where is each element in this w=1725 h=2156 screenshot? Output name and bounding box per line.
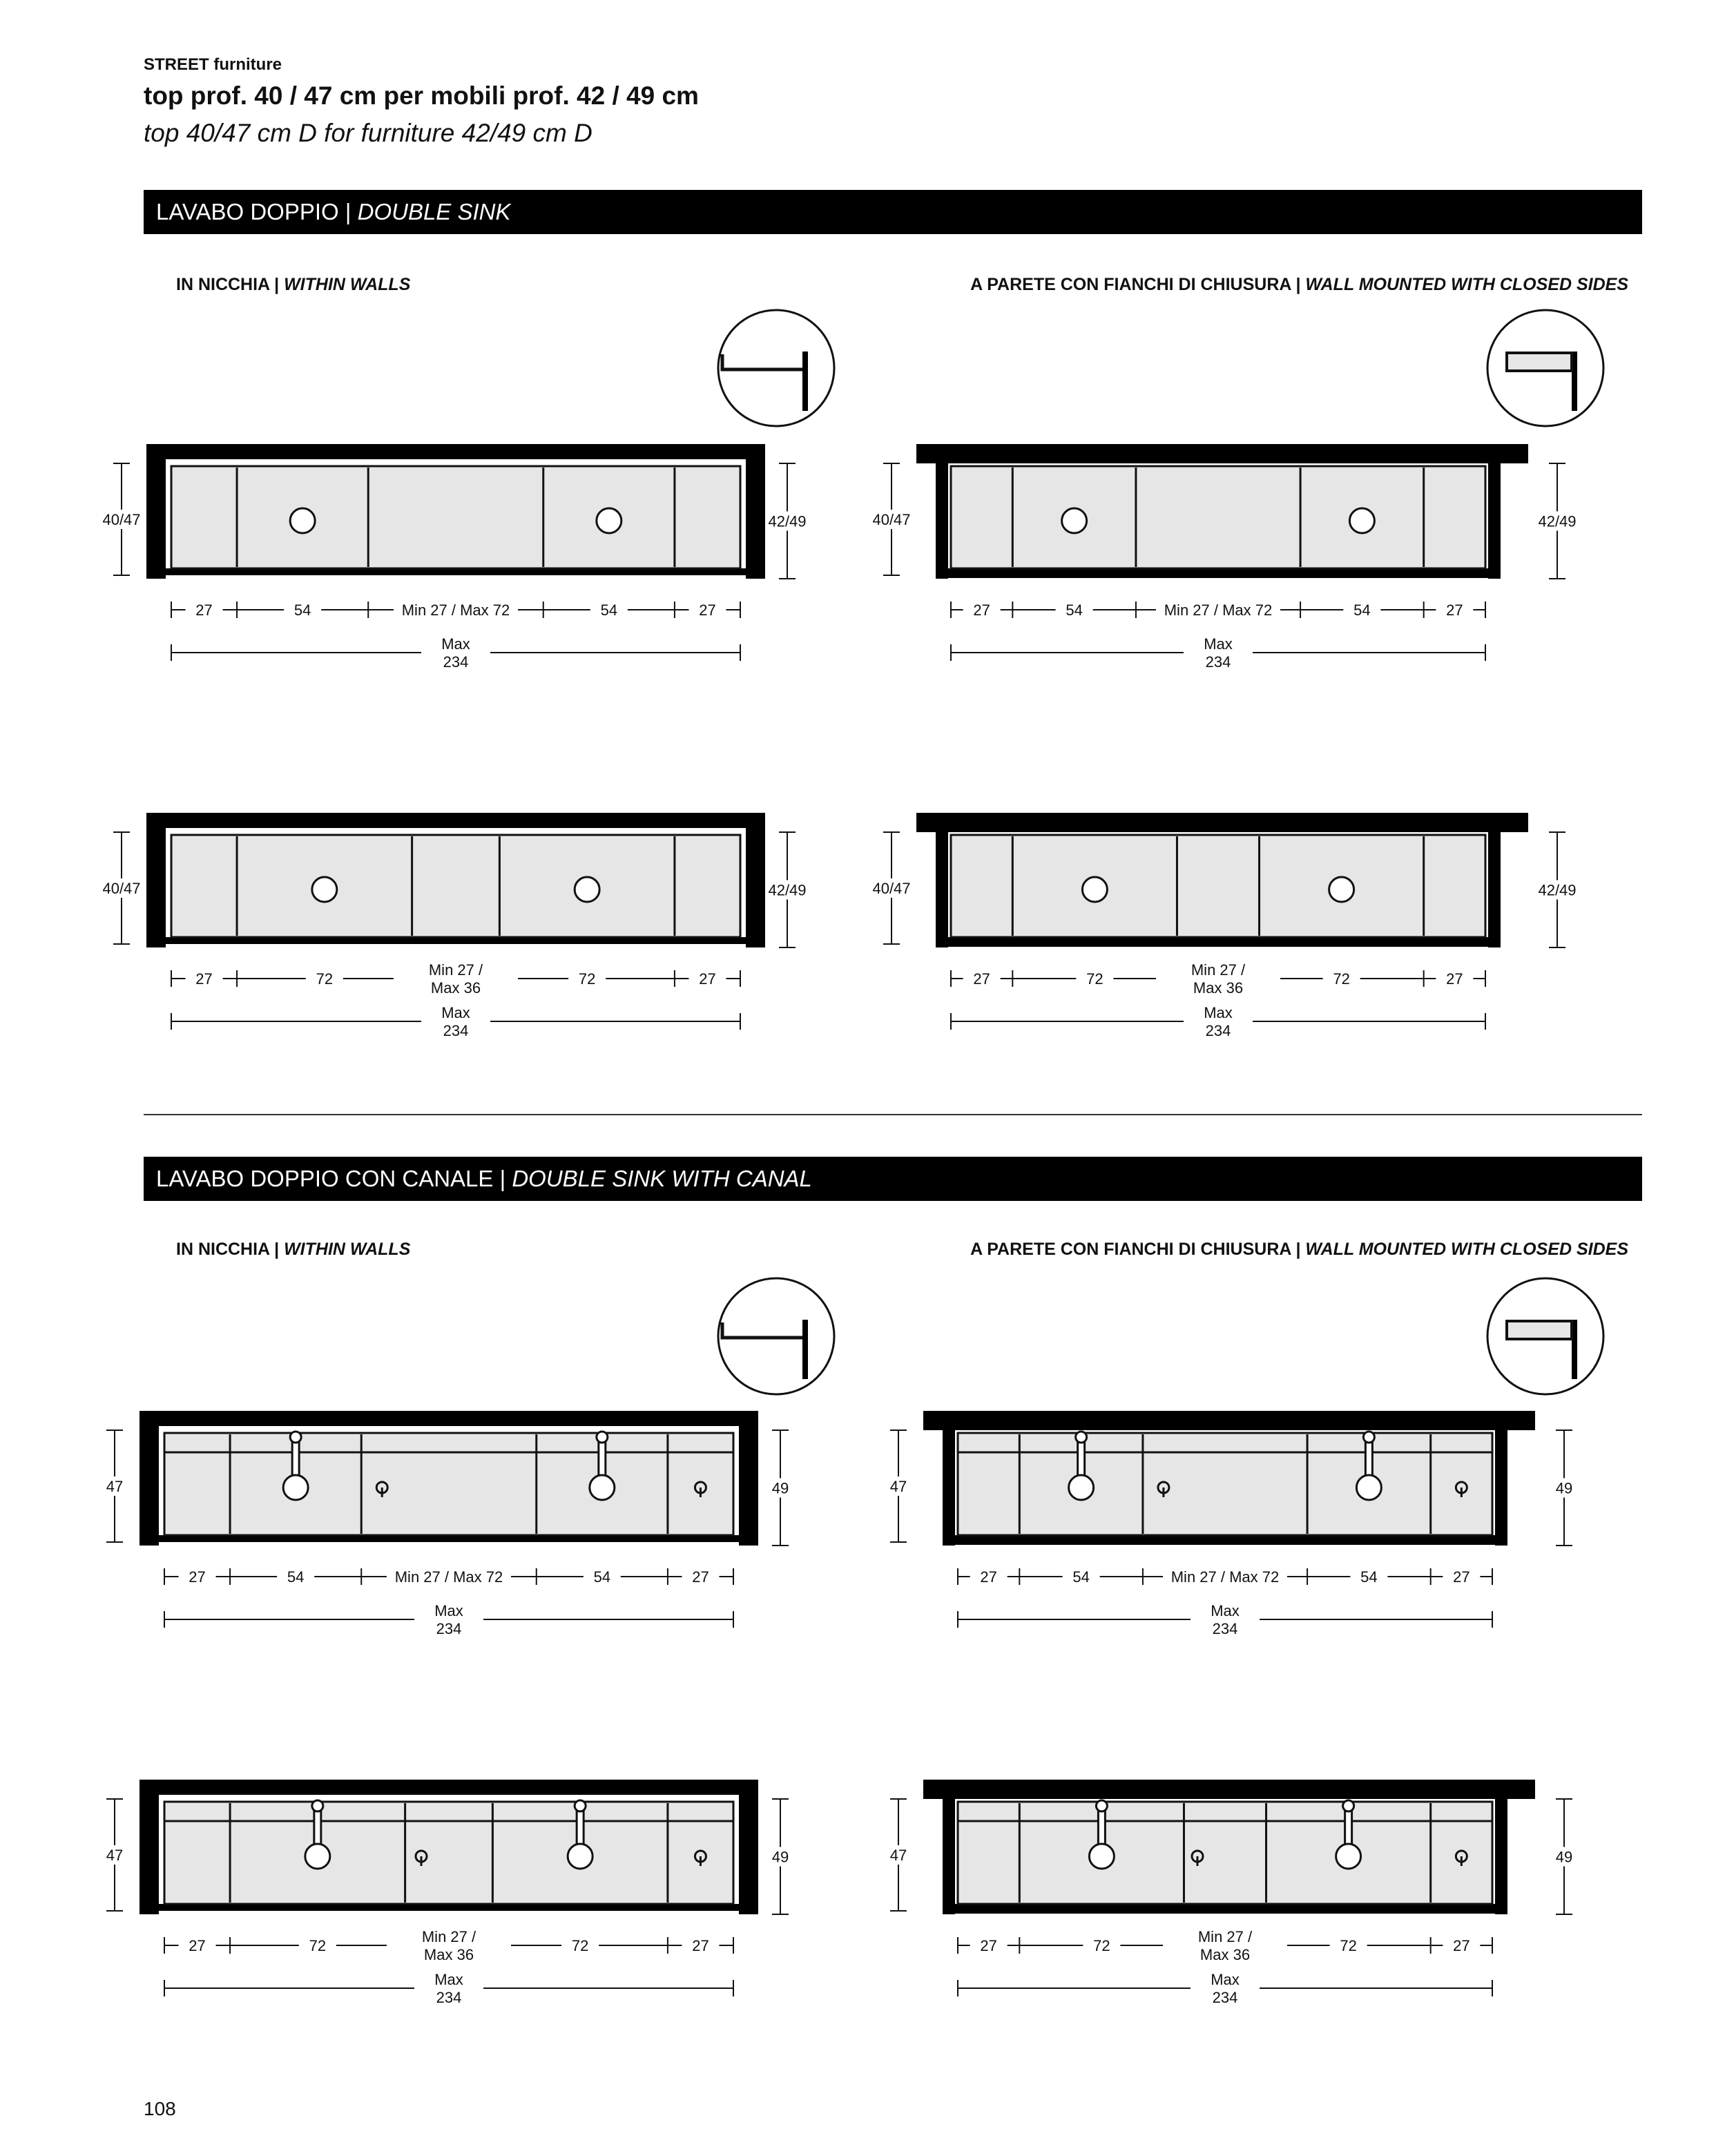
top-slab (916, 813, 1528, 832)
width-label: Max 36 (423, 1946, 474, 1963)
depth-label: 42/49 (768, 512, 807, 530)
depth-label: 42/49 (1538, 881, 1577, 899)
cabinet-front (171, 466, 740, 568)
width-label: 72 (571, 1937, 589, 1954)
tap-head (1076, 1432, 1087, 1443)
tap-head (1096, 1800, 1107, 1811)
label-en: WALL MOUNTED WITH CLOSED SIDES (1305, 275, 1628, 294)
detail-wall (802, 352, 808, 411)
width-label: Min 27 / Max 72 (1164, 601, 1273, 619)
right-wall (746, 813, 765, 947)
basin-circle (1082, 877, 1107, 902)
width-label: Min 27 / (1191, 961, 1246, 979)
width-label: 54 (287, 1568, 305, 1586)
basin-circle (1062, 508, 1087, 533)
width-label: 54 (600, 601, 618, 619)
width-label: Max 36 (1193, 979, 1244, 997)
cabinet-front (951, 466, 1485, 568)
width-label: 27 (189, 1568, 206, 1586)
section-title-it: LAVABO DOPPIO | (156, 199, 358, 224)
top-slab (139, 1411, 754, 1426)
basin-circle (590, 1475, 615, 1500)
width-label: 27 (699, 970, 716, 988)
left-side (943, 1780, 955, 1914)
top-slab (916, 444, 1528, 463)
tap-head (1343, 1800, 1354, 1811)
total-label: 234 (443, 1022, 469, 1039)
width-label: 54 (1066, 601, 1083, 619)
depth-label: 47 (106, 1478, 124, 1495)
width-label: 27 (980, 1568, 997, 1586)
label-it: A PARETE CON FIANCHI DI CHIUSURA | (970, 1240, 1306, 1259)
right-wall (739, 1780, 758, 1914)
width-label: Max 36 (430, 979, 481, 997)
width-label: 27 (973, 601, 990, 619)
right-side (1488, 813, 1501, 947)
depth-label: 49 (1555, 1848, 1573, 1866)
basin-circle (312, 877, 337, 902)
label-it: IN NICCHIA | (176, 1240, 285, 1259)
tap-head (290, 1432, 301, 1443)
total-label: 234 (436, 1989, 462, 2006)
basin-circle (1349, 508, 1374, 533)
label-en: WITHIN WALLS (284, 1240, 411, 1259)
tap-head (597, 1432, 608, 1443)
width-label: 27 (1453, 1937, 1470, 1954)
depth-label: 40/47 (102, 880, 141, 897)
left-wall (146, 813, 166, 947)
left-wall (139, 1411, 159, 1546)
page-subtitle: top 40/47 cm D for furniture 42/49 cm D (144, 119, 592, 147)
depth-label: 47 (889, 1478, 907, 1495)
section-title-en: DOUBLE SINK (357, 199, 511, 224)
right-wall (739, 1411, 758, 1546)
top-slab (146, 813, 761, 828)
total-label: Max (1211, 1602, 1240, 1619)
total-label: Max (434, 1602, 463, 1619)
cabinet-front (951, 835, 1485, 937)
left-side (936, 444, 948, 579)
cabinet-front (171, 835, 740, 937)
depth-label: 47 (106, 1847, 124, 1864)
width-label: Min 27 / Max 72 (1170, 1568, 1280, 1586)
basin-circle (1336, 1844, 1361, 1869)
total-label: 234 (1212, 1989, 1238, 2006)
depth-label: 42/49 (1538, 512, 1577, 530)
label-en: WITHIN WALLS (284, 275, 411, 294)
width-label: Min 27 / (421, 1928, 476, 1945)
depth-label: 42/49 (768, 881, 807, 899)
basin-circle (283, 1475, 308, 1500)
depth-label: 49 (1555, 1479, 1573, 1497)
tap-head (575, 1800, 586, 1811)
label-en: WALL MOUNTED WITH CLOSED SIDES (1305, 1240, 1628, 1259)
width-label: 54 (293, 601, 311, 619)
width-label: 54 (1360, 1568, 1378, 1586)
basin-circle (1329, 877, 1354, 902)
section-title-it: LAVABO DOPPIO CON CANALE | (156, 1166, 512, 1191)
depth-label: 49 (771, 1848, 789, 1866)
bottom-slab (936, 568, 1501, 578)
width-label: 72 (316, 970, 334, 988)
basin-circle (575, 877, 599, 902)
basin-circle (305, 1844, 330, 1869)
total-label: Max (1211, 1971, 1240, 1988)
depth-label: 49 (771, 1479, 789, 1497)
width-label: Min 27 / Max 72 (401, 601, 510, 619)
top-slab (923, 1780, 1535, 1799)
bottom-slab (943, 1904, 1507, 1914)
width-label: 27 (195, 601, 213, 619)
width-label: 54 (1353, 601, 1371, 619)
cabinet-front (958, 1802, 1492, 1904)
depth-label: 40/47 (872, 511, 911, 528)
left-wall (139, 1780, 159, 1914)
label-it: A PARETE CON FIANCHI DI CHIUSURA | (970, 275, 1306, 294)
cabinet-front (958, 1433, 1492, 1535)
total-label: Max (434, 1971, 463, 1988)
total-label: Max (441, 1004, 470, 1021)
basin-circle (1089, 1844, 1114, 1869)
top-slab (146, 444, 761, 459)
bottom-slab (943, 1535, 1507, 1545)
width-label: 54 (593, 1568, 611, 1586)
detail-wall (802, 1320, 808, 1379)
tap-head (1363, 1432, 1374, 1443)
basin-circle (597, 508, 621, 533)
basin-circle (290, 508, 315, 533)
width-label: 27 (189, 1937, 206, 1954)
width-label: 27 (973, 970, 990, 988)
right-side (1495, 1780, 1507, 1914)
total-label: 234 (1212, 1620, 1238, 1637)
right-wall (746, 444, 765, 579)
basin-circle (568, 1844, 592, 1869)
left-wall (146, 444, 166, 579)
width-label: 27 (1446, 970, 1463, 988)
tap-head (312, 1800, 323, 1811)
width-label: 72 (1093, 1937, 1110, 1954)
width-label: 72 (578, 970, 596, 988)
total-label: 234 (1205, 1022, 1231, 1039)
width-label: Min 27 / (428, 961, 483, 979)
top-slab (923, 1411, 1535, 1430)
width-label: Min 27 / (1197, 1928, 1253, 1945)
depth-label: 47 (889, 1847, 907, 1864)
depth-label: 40/47 (872, 880, 911, 897)
right-side (1488, 444, 1501, 579)
cabinet-front (164, 1433, 733, 1535)
width-label: 72 (1340, 1937, 1357, 1954)
width-label: 54 (1072, 1568, 1090, 1586)
width-label: 27 (692, 1568, 709, 1586)
basin-circle (1069, 1475, 1094, 1500)
basin-circle (1356, 1475, 1381, 1500)
detail-top (1507, 353, 1572, 371)
total-label: Max (1204, 1004, 1233, 1021)
width-label: Min 27 / Max 72 (394, 1568, 503, 1586)
width-label: 27 (195, 970, 213, 988)
total-label: Max (1204, 635, 1233, 653)
total-label: 234 (436, 1620, 462, 1637)
width-label: 27 (699, 601, 716, 619)
brand-label: STREET furniture (144, 55, 282, 74)
width-label: Max 36 (1199, 1946, 1251, 1963)
left-side (943, 1411, 955, 1546)
width-label: 27 (1446, 601, 1463, 619)
width-label: 27 (692, 1937, 709, 1954)
width-label: 72 (309, 1937, 327, 1954)
page-title: top prof. 40 / 47 cm per mobili prof. 42 / 49 cm (144, 81, 699, 110)
total-label: 234 (1205, 653, 1231, 671)
cabinet-front (164, 1802, 733, 1904)
width-label: 27 (1453, 1568, 1470, 1586)
label-it: IN NICCHIA | (176, 275, 285, 294)
top-slab (139, 1780, 754, 1795)
total-label: 234 (443, 653, 469, 671)
page-number: 108 (144, 2098, 176, 2119)
width-label: 27 (980, 1937, 997, 1954)
detail-top (1507, 1321, 1572, 1339)
total-label: Max (441, 635, 470, 653)
left-side (936, 813, 948, 947)
width-label: 72 (1086, 970, 1104, 988)
bottom-slab (936, 937, 1501, 947)
width-label: 72 (1333, 970, 1350, 988)
right-side (1495, 1411, 1507, 1546)
depth-label: 40/47 (102, 511, 141, 528)
section-title-en: DOUBLE SINK WITH CANAL (512, 1166, 812, 1191)
